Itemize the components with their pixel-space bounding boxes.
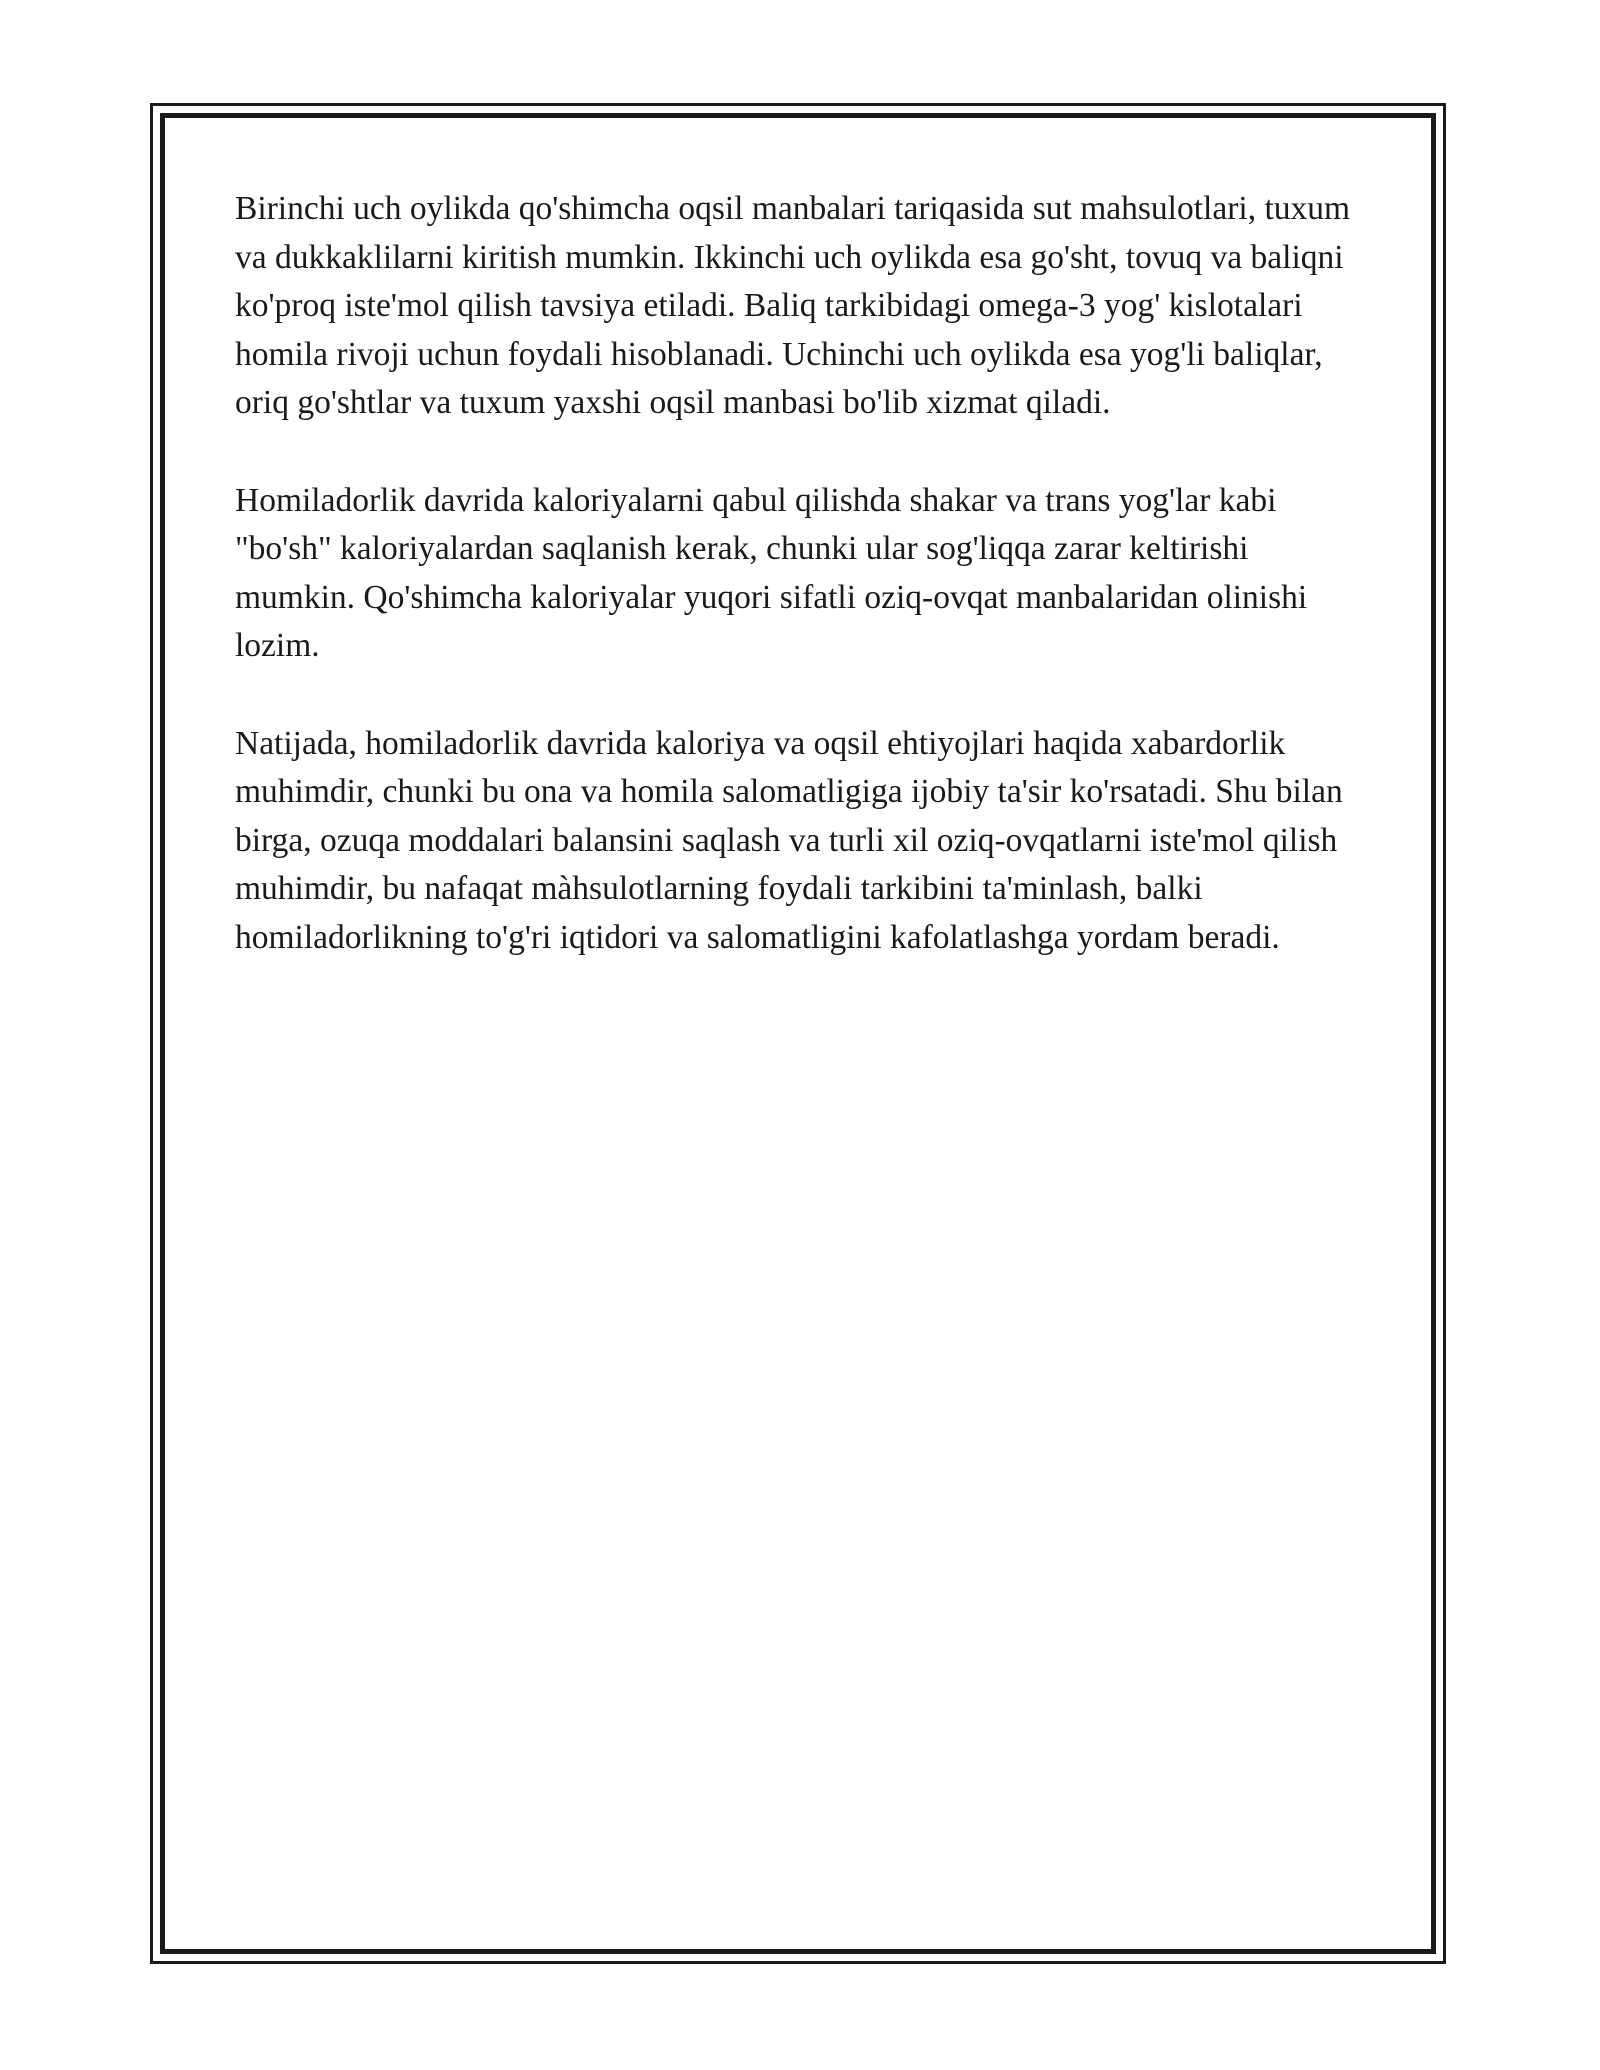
- paragraph-protein-trimesters: Birinchi uch oylikda qo'shimcha oqsil manbalari tariqasida sut mahsulotlari, tuxum va dukkaklilarni kiritish mumkin. Ikkinchi uch oylikda esa go'sht, tovuq va baliqni ko'proq iste'mol qilish tavsiya etiladi. Baliq tarkibidagi omega-3 yog' kislotalari homila rivoji uchun foydali hisoblanadi. Uchinchi uch oylikda esa yog'li baliqlar, oriq go'shtlar va tuxum yaxshi oqsil manbasi bo'lib xizmat qiladi.: [235, 190, 1351, 422]
- paragraph-conclusion: Natijada, homiladorlik davrida kaloriya va oqsil ehtiyojlari haqida xabardorlik muhimdir, chunki bu ona va homila salomatligiga ijobiy ta'sir ko'rsatadi. Shu bilan birga, ozuqa moddalari balansini saqlash va turli xil oziq-ovqatlarni iste'mol qilish muhimdir, bu nafaqat màhsulotlarning foydali tarkibini ta'minlash, balki homiladorlikning to'g'ri iqtidori va salomatligini kafolatlashga yordam beradi.: [235, 724, 1343, 956]
- paragraph-empty-calories: Homiladorlik davrida kaloriyalarni qabul qilishda shakar va trans yog'lar kabi "bo'sh" kaloriyalardan saqlanish kerak, chunki ular sog'liqqa zarar keltirishi mumkin. Qo'shimcha kaloriyalar yuqori sifatli oziq-ovqat manbalaridan olinishi lozim.: [235, 481, 1308, 665]
- document-body: [235, 185, 1375, 963]
